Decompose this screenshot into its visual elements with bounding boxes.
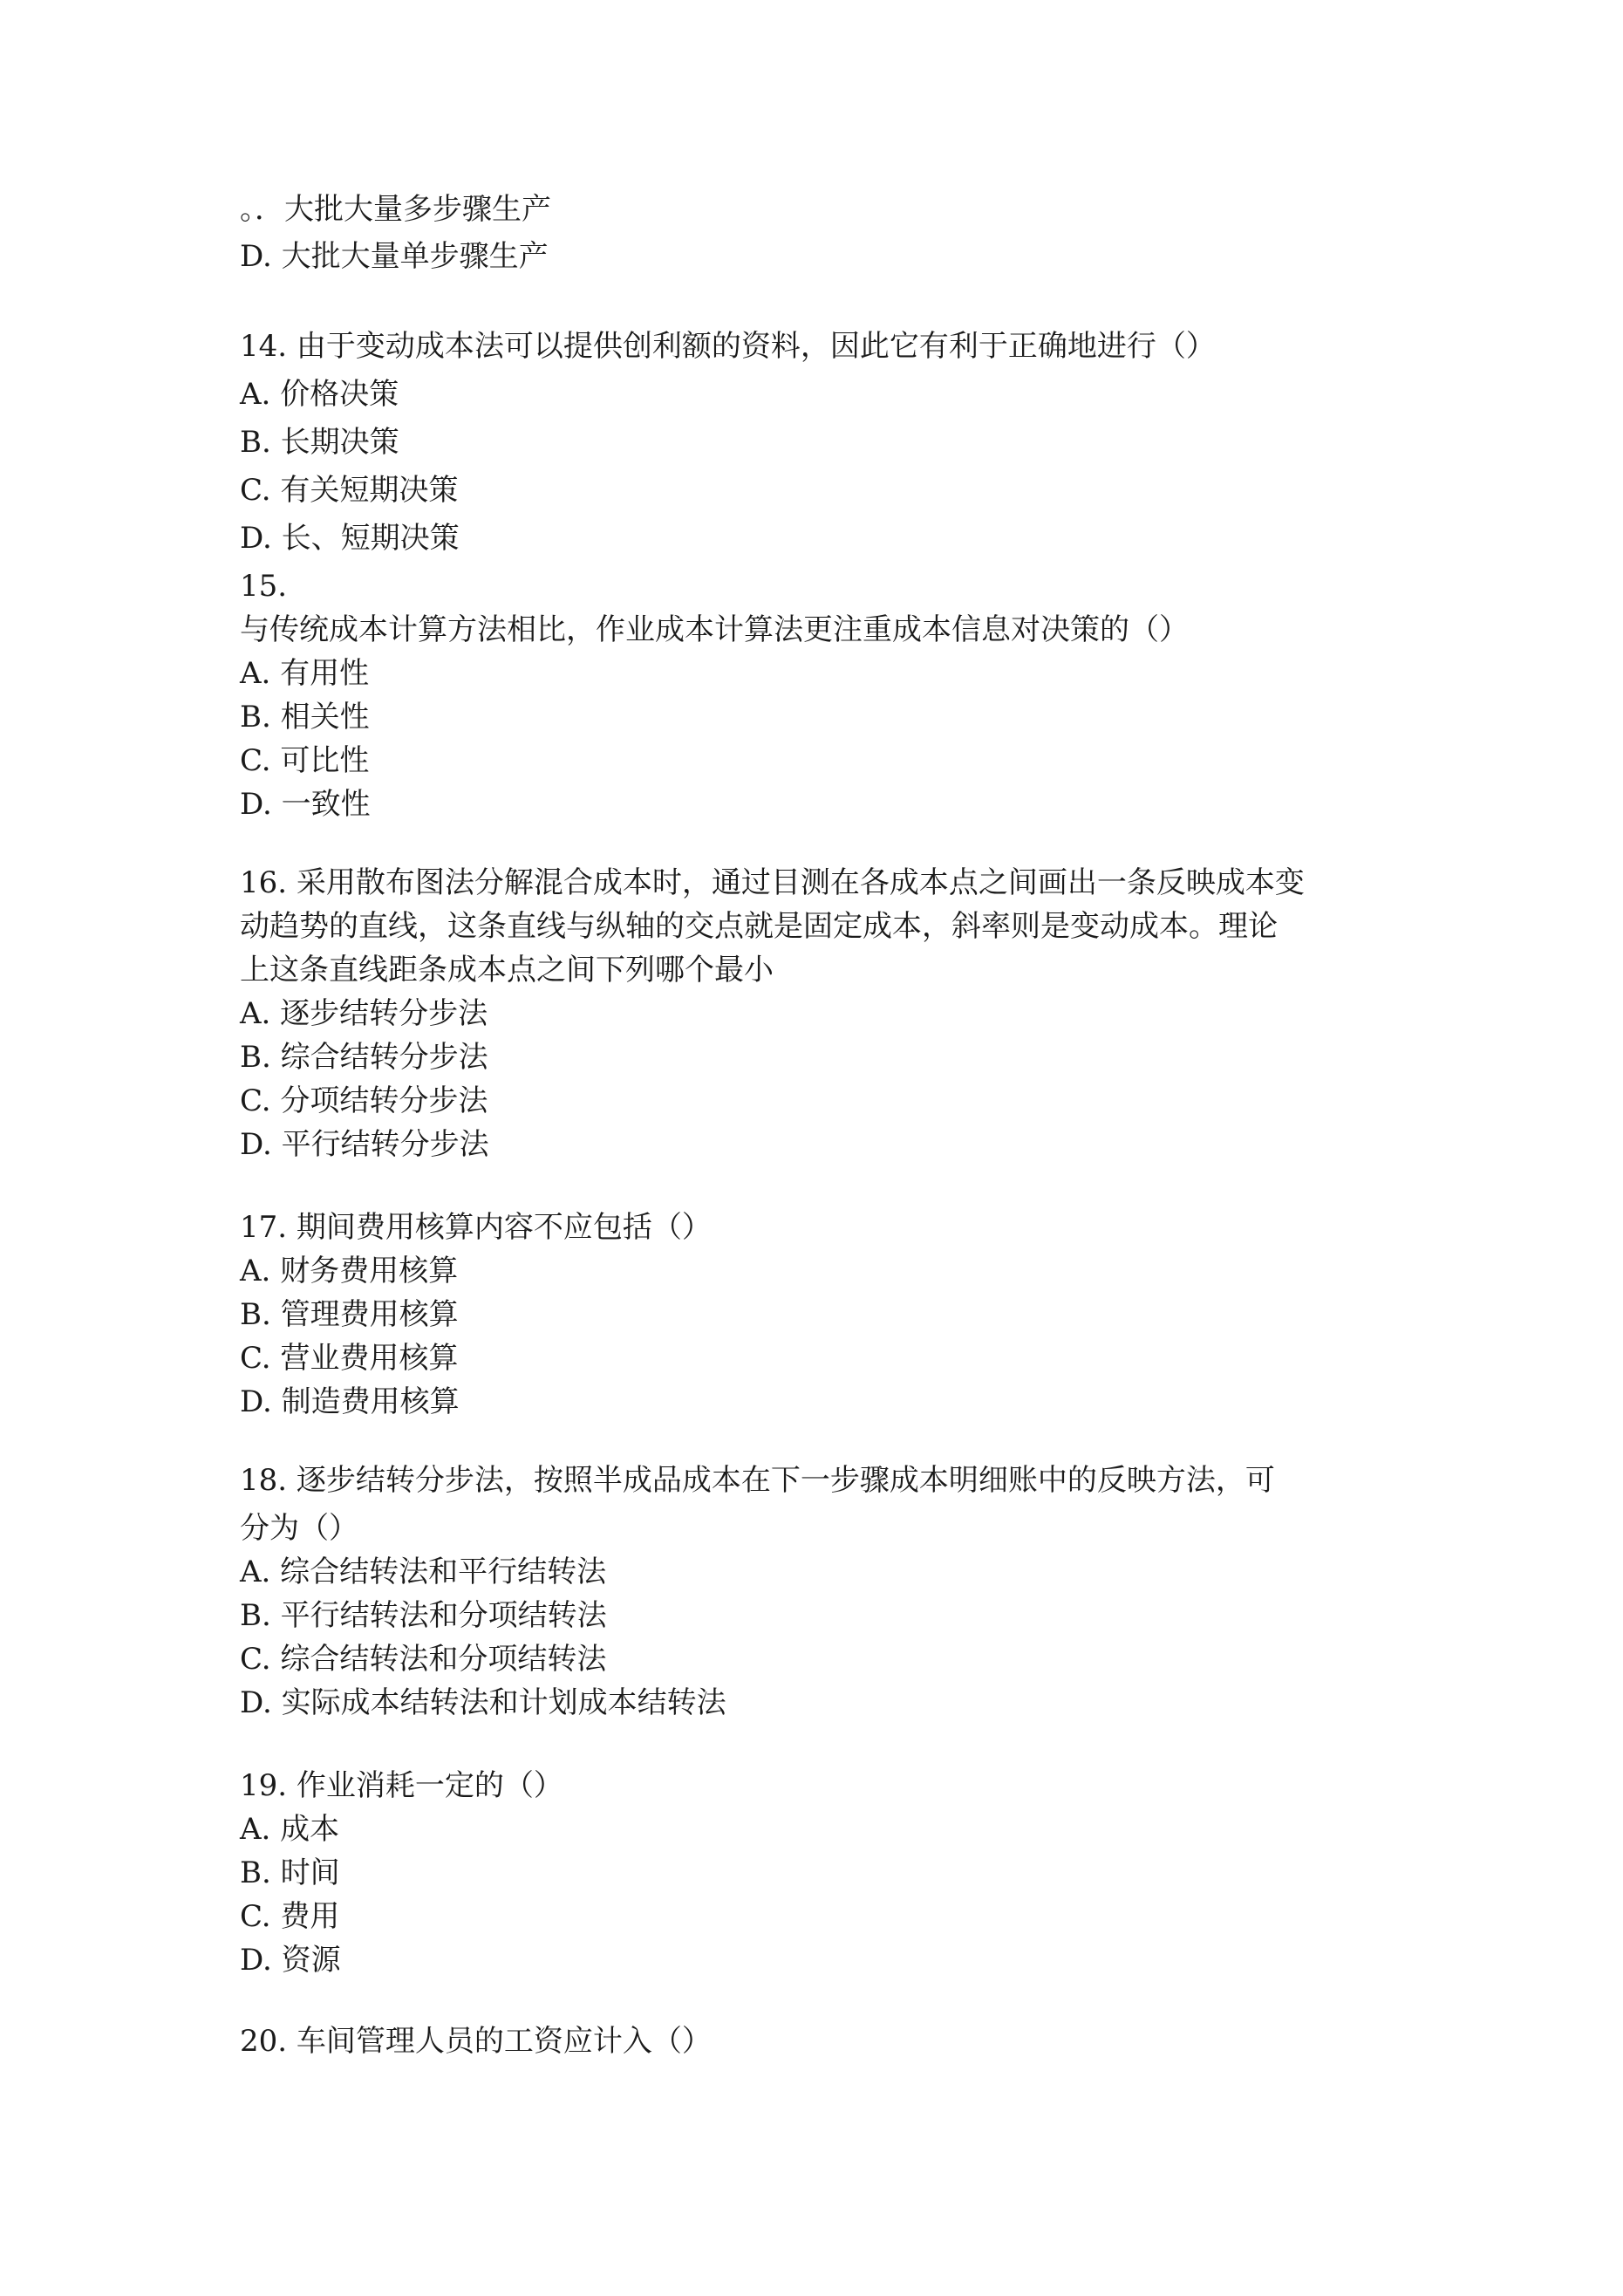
q17-option-b: B. 管理费用核算 [240,1297,459,1332]
q18-option-b: B. 平行结转法和分项结转法 [240,1598,607,1633]
option-d-line: D. 大批大量单步骤生产 [240,239,549,274]
question-15-number: 15. [240,569,288,604]
q16-option-a: A. 逐步结转分步法 [240,996,488,1031]
q15-option-b: B. 相关性 [240,700,370,735]
q18-option-d: D. 实际成本结转法和计划成本结转法 [240,1685,726,1720]
option-c-line: 。．大批大量多步骤生产 [240,192,551,227]
q16-option-c: C. 分项结转分步法 [240,1083,488,1118]
q15-option-a: A. 有用性 [240,656,370,691]
q14-option-d: D. 长、短期决策 [240,521,460,556]
q19-option-b: B. 时间 [240,1855,340,1890]
question-19: 19. 作业消耗一定的（） [240,1768,563,1803]
q19-option-d: D. 资源 [240,1943,341,1978]
q15-option-d: D. 一致性 [240,787,371,822]
q16-option-d: D. 平行结转分步法 [240,1127,489,1162]
question-18-line-2: 分为（） [240,1511,358,1546]
question-16-line-1: 16. 采用散布图法分解混合成本时，通过目测在各成本点之间画出一条反映成本变 [240,865,1305,900]
q16-option-b: B. 综合结转分步法 [240,1040,488,1075]
q17-option-d: D. 制造费用核算 [240,1384,460,1419]
q19-option-c: C. 费用 [240,1899,340,1934]
question-15: 与传统成本计算方法相比，作业成本计算法更注重成本信息对决策的（） [240,612,1189,647]
q18-option-a: A. 综合结转法和平行结转法 [240,1555,607,1589]
q19-option-a: A. 成本 [240,1812,340,1847]
q18-option-c: C. 综合结转法和分项结转法 [240,1642,607,1677]
question-16-line-2: 动趋势的直线，这条直线与纵轴的交点就是固定成本，斜率则是变动成本。理论 [240,909,1278,944]
q14-option-c: C. 有关短期决策 [240,473,459,508]
question-20: 20. 车间管理人员的工资应计入（） [240,2024,712,2059]
question-17: 17. 期间费用核算内容不应包括（） [240,1210,712,1245]
question-16-line-3: 上这条直线距条成本点之间下列哪个最小 [240,953,774,987]
question-18-line-1: 18. 逐步结转分步法，按照半成品成本在下一步骤成本明细账中的反映方法，可 [240,1463,1275,1498]
question-14: 14. 由于变动成本法可以提供创利额的资料，因此它有利于正确地进行（） [240,329,1216,364]
q14-option-b: B. 长期决策 [240,425,399,460]
q17-option-c: C. 营业费用核算 [240,1341,459,1376]
q14-option-a: A. 价格决策 [240,377,399,412]
q17-option-a: A. 财务费用核算 [240,1254,459,1288]
q15-option-c: C. 可比性 [240,743,370,778]
